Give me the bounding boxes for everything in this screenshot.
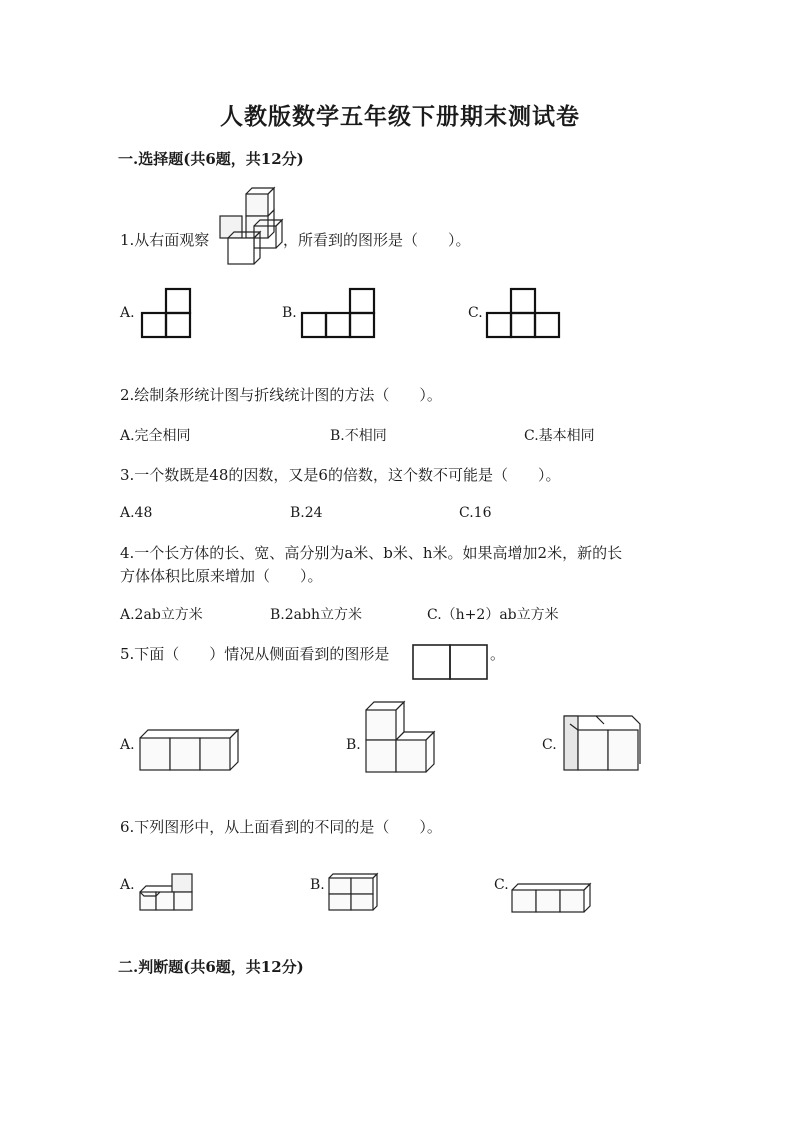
section-heading-choice: 一.选择题(共6题，共12分) bbox=[118, 150, 304, 168]
q2-option-c: C.基本相同 bbox=[524, 428, 595, 444]
q2-option-b: B.不相同 bbox=[330, 428, 387, 444]
q1-option-b-label: B. bbox=[282, 305, 297, 321]
q3-option-b: B.24 bbox=[290, 505, 323, 521]
question-6-text: 6.下列图形中，从上面看到的不同的是（ ）。 bbox=[120, 818, 442, 836]
q1-stacked-cubes-figure bbox=[218, 190, 280, 266]
question-4-text-line1: 4.一个长方体的长、宽、高分别为a米、b米、h米。如果高增加2米，新的长 bbox=[120, 544, 623, 562]
q5-option-b-figure bbox=[364, 700, 438, 774]
q2-option-a: A.完全相同 bbox=[120, 428, 191, 444]
q5-option-a-figure bbox=[138, 726, 242, 774]
q1-option-c-figure bbox=[485, 288, 563, 340]
q4-option-b: B.2abh立方米 bbox=[270, 607, 362, 623]
q6-option-c-label: C. bbox=[494, 877, 509, 893]
q6-option-b-figure bbox=[325, 870, 381, 914]
q5-option-a-label: A. bbox=[120, 737, 135, 753]
q5-option-c-label: C. bbox=[542, 737, 557, 753]
q6-option-a-label: A. bbox=[120, 877, 135, 893]
question-2-text: 2.绘制条形统计图与折线统计图的方法（ ）。 bbox=[120, 386, 442, 404]
question-4-text-line2: 方体体积比原来增加（ ）。 bbox=[120, 567, 323, 585]
question-5-text: 5.下面（ ）情况从侧面看到的图形是 bbox=[120, 645, 390, 663]
q6-option-b-label: B. bbox=[310, 877, 325, 893]
q6-option-a-figure bbox=[138, 870, 196, 914]
q3-option-c: C.16 bbox=[459, 505, 492, 521]
q4-option-a: A.2ab立方米 bbox=[120, 607, 203, 623]
question-5-text-suffix: 。 bbox=[490, 645, 506, 663]
q4-option-c: C.（h+2）ab立方米 bbox=[427, 607, 559, 623]
q1-option-c-label: C. bbox=[468, 305, 483, 321]
q1-option-b-figure bbox=[300, 288, 378, 340]
q5-option-c-figure bbox=[560, 712, 644, 774]
question-1-text-suffix: ，所看到的图形是（ ）。 bbox=[283, 231, 471, 249]
q6-option-c-figure bbox=[510, 882, 594, 914]
q1-option-a-figure bbox=[140, 288, 194, 340]
section-heading-judgment: 二.判断题(共6题，共12分) bbox=[118, 958, 304, 976]
q5-side-view-figure bbox=[412, 644, 490, 682]
question-3-text: 3.一个数既是48的因数，又是6的倍数，这个数不可能是（ ）。 bbox=[120, 466, 561, 484]
page-title: 人教版数学五年级下册期末测试卷 bbox=[220, 103, 580, 130]
q1-option-a-label: A. bbox=[120, 305, 135, 321]
question-1-text: 1.从右面观察 bbox=[120, 231, 210, 249]
q5-option-b-label: B. bbox=[346, 737, 361, 753]
q3-option-a: A.48 bbox=[120, 505, 153, 521]
